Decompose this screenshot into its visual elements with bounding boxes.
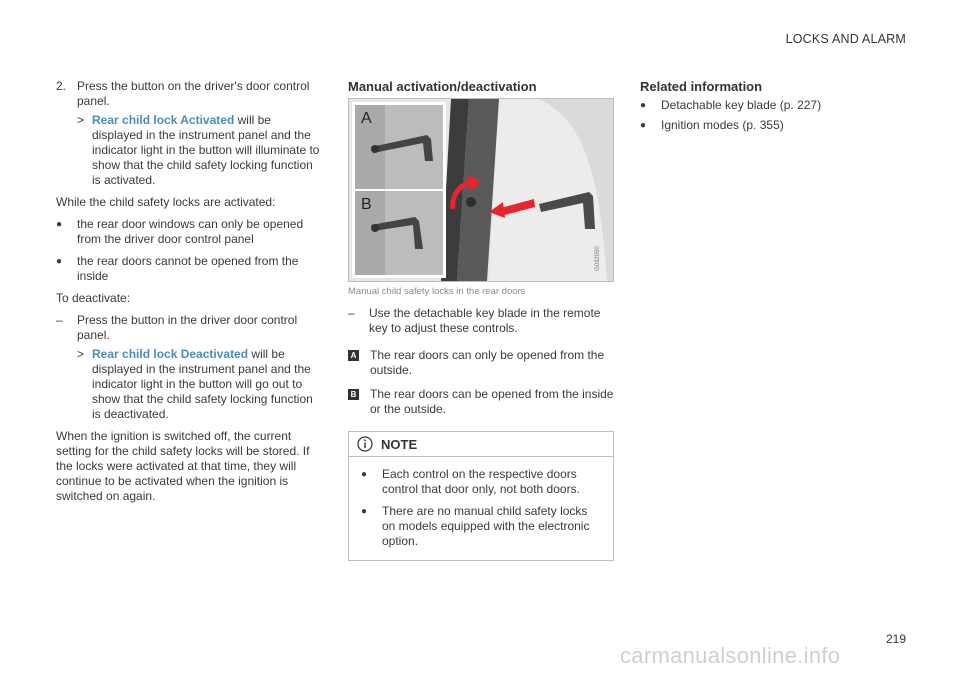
result-marker: > <box>77 113 85 127</box>
related-link[interactable]: ● Ignition modes (p. 355) <box>640 118 784 132</box>
message-deactivated: Rear child lock Deactivated <box>92 347 249 361</box>
deactivate-intro: To deactivate: <box>56 291 131 305</box>
figure-label-b: B <box>361 196 372 213</box>
list-item: ● There are no manual child safety locks on models equipped with the electronic option. <box>361 504 590 548</box>
figure-caption: Manual child safety locks in the rear doors <box>348 286 526 297</box>
page-number: 219 <box>885 632 906 646</box>
bullet-icon: ● <box>361 506 368 517</box>
note-title: NOTE <box>381 436 418 452</box>
result-text: Rear child lock Deactivated will be displayed in the instrument panel and the indicator light in the button will go out to show that the child safety locking function is deactivated. <box>92 347 313 421</box>
bullet-icon: ● <box>56 219 63 230</box>
door-illustration <box>349 99 613 281</box>
bullet-icon: ● <box>361 469 368 480</box>
badge-b: B <box>348 389 359 400</box>
note-body <box>349 457 613 560</box>
bullet-icon: ● <box>56 256 63 267</box>
info-icon <box>357 436 373 452</box>
related-link[interactable]: ● Detachable key blade (p. 227) <box>640 98 822 112</box>
column-manual <box>348 79 614 561</box>
dash-marker: – <box>56 313 63 327</box>
list-item: ● the rear doors cannot be opened from the inside <box>56 254 299 283</box>
badge-a: A <box>348 350 359 361</box>
figure-label-a: A <box>361 110 372 127</box>
child-lock-illustration <box>348 98 614 282</box>
key-item-b: B The rear doors can be opened from the inside or the outside. <box>348 387 614 417</box>
watermark: carmanualsonline.info <box>620 643 841 668</box>
column-related <box>640 79 910 138</box>
result-text: Rear child lock Activated will be displayed in the instrument panel and the indicator light in the button will illuminate to show that the child safety locking function is activated. <box>92 113 320 187</box>
manual-step: – Use the detachable key blade in the remote key to adjust these controls. <box>348 306 601 335</box>
column-activation-text <box>56 79 324 511</box>
running-header: LOCKS AND ALARM <box>785 32 906 46</box>
note-header <box>349 432 613 457</box>
dash-marker: – <box>348 306 355 320</box>
figure-code: G032050 <box>595 246 601 271</box>
step-2-result <box>56 113 324 188</box>
key-item-a: A The rear doors can only be opened from the outside. <box>348 348 614 378</box>
message-activated: Rear child lock Activated <box>92 113 235 127</box>
bullet-icon: ● <box>640 100 647 111</box>
list-item: ● Each control on the respective doors control that door only, not both doors. <box>361 467 580 496</box>
step-number: 2. <box>56 79 67 93</box>
list-item: ● the rear door windows can only be opened from the driver door control panel <box>56 217 304 246</box>
ignition-paragraph: When the ignition is switched off, the current setting for the child safety locks will be stored. If the locks were activated at that time, they will continue to be activated when the ignition is switched on again. <box>56 429 310 503</box>
step-text: Press the button on the driver's door control panel. <box>77 79 310 108</box>
note-box <box>348 431 614 561</box>
deactivate-step: – Press the button in the driver door control panel. <box>56 313 298 342</box>
step-2 <box>56 79 324 109</box>
result-marker: > <box>77 347 85 361</box>
section-heading: Manual activation/deactivation <box>348 79 537 94</box>
related-heading: Related information <box>640 79 763 94</box>
bullet-icon: ● <box>640 120 647 131</box>
deactivate-result <box>56 347 324 422</box>
while-intro: While the child safety locks are activated: <box>56 195 276 209</box>
